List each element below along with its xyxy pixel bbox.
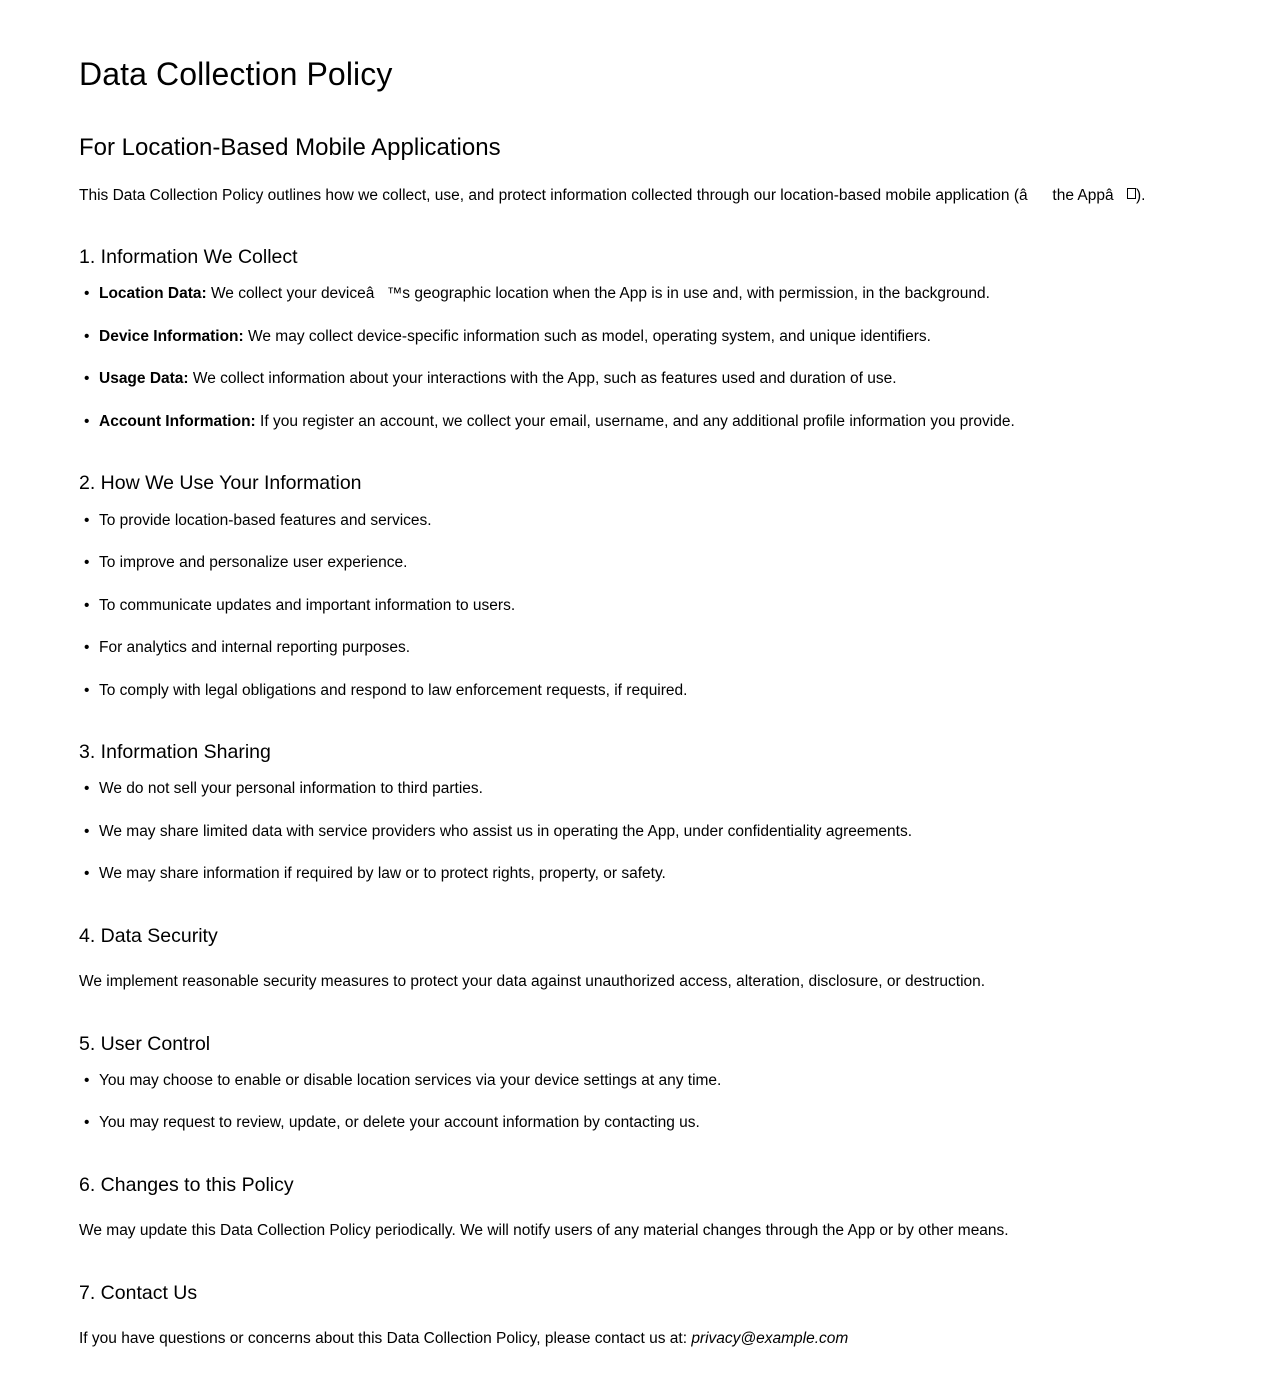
list-item-text: To provide location-based features and services. (99, 511, 432, 529)
list-item-text: We collect your deviceâ™s geographic location when the App is in use and, with permission, in the background. (206, 285, 990, 303)
section-paragraph: We implement reasonable security measures to protect your data against unauthorized access, alteration, disclosure, or destruction. (79, 973, 986, 991)
list-item (79, 1070, 1183, 1092)
list-item-text: To comply with legal obligations and respond to law enforcement requests, if required. (99, 681, 688, 699)
intro-paragraph (79, 185, 1183, 207)
list-item-text: For analytics and internal reporting purposes. (99, 639, 411, 657)
list-item (79, 510, 1183, 532)
list-item (79, 368, 1183, 390)
notdef-box-glyph (1127, 188, 1136, 199)
section-paragraph: We may update this Data Collection Policy periodically. We will notify users of any material changes through the App or by other means. (79, 1222, 1009, 1240)
list-item (79, 680, 1183, 702)
list-item-text: You may request to review, update, or delete your account information by contacting us. (99, 1114, 700, 1132)
list-item-text: If you register an account, we collect your email, username, and any additional profile information you provide. (255, 412, 1015, 430)
intro-text-after: ). (1136, 186, 1146, 204)
bullet-list (79, 778, 1183, 885)
section-heading: 4. Data Security (79, 924, 218, 947)
list-item (79, 552, 1183, 574)
list-item-text: We may share information if required by law or to protect rights, property, or safety. (99, 865, 666, 883)
section-information-sharing (79, 740, 1183, 886)
list-item-label: Location Data: (99, 285, 207, 303)
bullet-list (79, 510, 1183, 702)
list-item-label: Usage Data: (99, 370, 189, 388)
page-subtitle: For Location-Based Mobile Applications (79, 133, 501, 161)
list-item (79, 326, 1183, 348)
section-heading: 6. Changes to this Policy (79, 1173, 294, 1196)
list-item (79, 595, 1183, 617)
section-heading: 5. User Control (79, 1032, 211, 1055)
list-item-label: Device Information: (99, 327, 244, 345)
list-item (79, 1112, 1183, 1134)
section-information-we-collect (79, 245, 1183, 433)
list-item (79, 411, 1183, 433)
list-item (79, 778, 1183, 800)
bullet-list (79, 283, 1183, 433)
page-title: Data Collection Policy (79, 56, 393, 92)
section-contact-us (79, 1281, 1183, 1351)
section-changes-to-this-policy (79, 1173, 1183, 1243)
contact-paragraph-prefix: If you have questions or concerns about this Data Collection Policy, please contact us at: (79, 1330, 692, 1348)
list-item-text: We may collect device-specific information such as model, operating system, and unique identifiers. (243, 327, 931, 345)
contact-paragraph (79, 1328, 1183, 1350)
bullet-list (79, 1070, 1183, 1135)
section-heading: 7. Contact Us (79, 1281, 198, 1304)
list-item-text: We do not sell your personal information to third parties. (99, 780, 483, 798)
list-item-text: You may choose to enable or disable location services via your device settings at any time. (99, 1071, 722, 1089)
section-heading: 1. Information We Collect (79, 246, 298, 269)
section-heading: 2. How We Use Your Information (79, 472, 362, 495)
section-heading: 3. Information Sharing (79, 740, 271, 763)
list-item-text: To improve and personalize user experience. (99, 554, 408, 572)
list-item-text: To communicate updates and important information to users. (99, 596, 516, 614)
list-item-label: Account Information: (99, 412, 256, 430)
list-item (79, 637, 1183, 659)
list-item (79, 863, 1183, 885)
intro-text-before: This Data Collection Policy outlines how we collect, use, and protect information collected through our location-based mobile application (âthe Appâ (79, 186, 1126, 204)
section-how-we-use-your-information (79, 471, 1183, 702)
section-data-security (79, 924, 1183, 994)
list-item (79, 821, 1183, 843)
list-item-text: We collect information about your interactions with the App, such as features used and duration of use. (188, 370, 897, 388)
section-user-control (79, 1032, 1183, 1135)
contact-email: privacy@example.com (691, 1330, 849, 1348)
list-item-text: We may share limited data with service providers who assist us in operating the App, under confidentiality agreements. (99, 822, 913, 840)
list-item (79, 283, 1183, 305)
